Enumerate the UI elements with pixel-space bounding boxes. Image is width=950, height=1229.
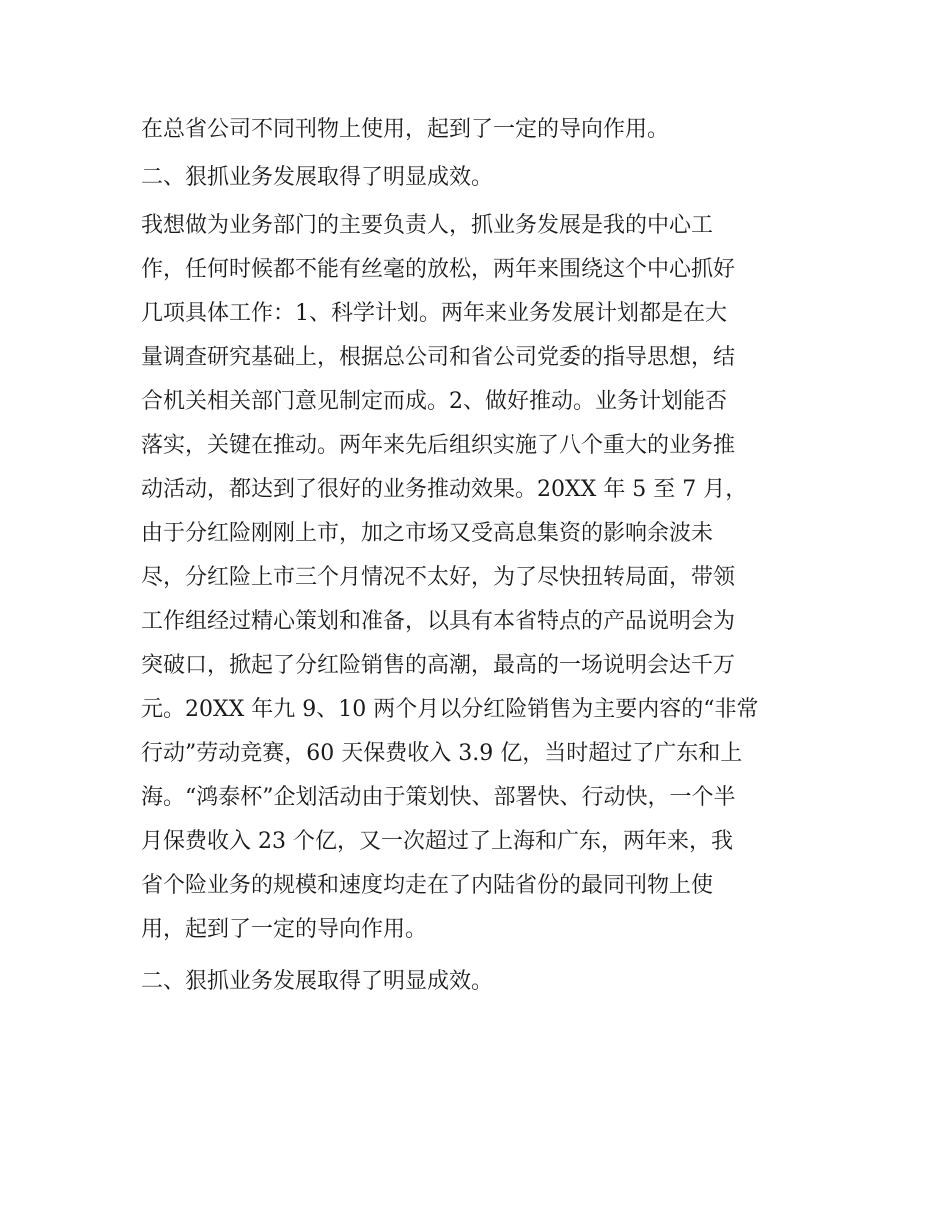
text-line: 量调查研究基础上，根据总公司和省公司党委的指导思想，结 — [141, 345, 736, 370]
text-line: 用，起到了一定的导向作用。 — [141, 917, 428, 942]
section-heading: 二、狠抓业务发展取得了明显成效。 — [141, 969, 494, 994]
text-line: 行动”劳动竞赛，60 天保费收入 3.9 亿，当时超过了广东和上 — [141, 741, 743, 766]
text-line: 工作组经过精心策划和准备，以具有本省特点的产品说明会为 — [141, 609, 736, 634]
text-line: 月保费收入 23 个亿，又一次超过了上海和广东，两年来，我 — [141, 829, 733, 854]
text-line: 在总省公司不同刊物上使用，起到了一定的导向作用。 — [141, 117, 670, 142]
text-line: 动活动，都达到了很好的业务推动效果。20XX 年 5 至 7 月， — [141, 477, 748, 502]
text-line: 省个险业务的规模和速度均走在了内陆省份的最同刊物上使 — [141, 873, 714, 898]
text-line: 尽，分红险上市三个月情况不太好，为了尽快扭转局面，带领 — [141, 565, 736, 590]
text-line: 作，任何时候都不能有丝毫的放松，两年来围绕这个中心抓好 — [141, 257, 736, 282]
section-heading: 二、狠抓业务发展取得了明显成效。 — [141, 165, 494, 190]
text-line: 几项具体工作：1、科学计划。两年来业务发展计划都是在大 — [141, 301, 727, 326]
text-line: 由于分红险刚刚上市，加之市场又受高息集资的影响余波未 — [141, 521, 714, 546]
text-line: 合机关相关部门意见制定而成。2、做好推动。业务计划能否 — [141, 389, 727, 414]
document-body — [141, 108, 821, 1004]
text-line: 突破口，掀起了分红险销售的高潮，最高的一场说明会达千万 — [141, 653, 736, 678]
text-line: 元。20XX 年九 9、10 两个月以分红险销售为主要内容的“非常 — [141, 697, 759, 722]
text-line: 海。“鸿泰杯”企划活动由于策划快、部署快、行动快，一个半 — [141, 785, 736, 810]
text-line: 落实，关键在推动。两年来先后组织实施了八个重大的业务推 — [141, 433, 736, 458]
text-line: 我想做为业务部门的主要负责人，抓业务发展是我的中心工 — [141, 213, 714, 238]
